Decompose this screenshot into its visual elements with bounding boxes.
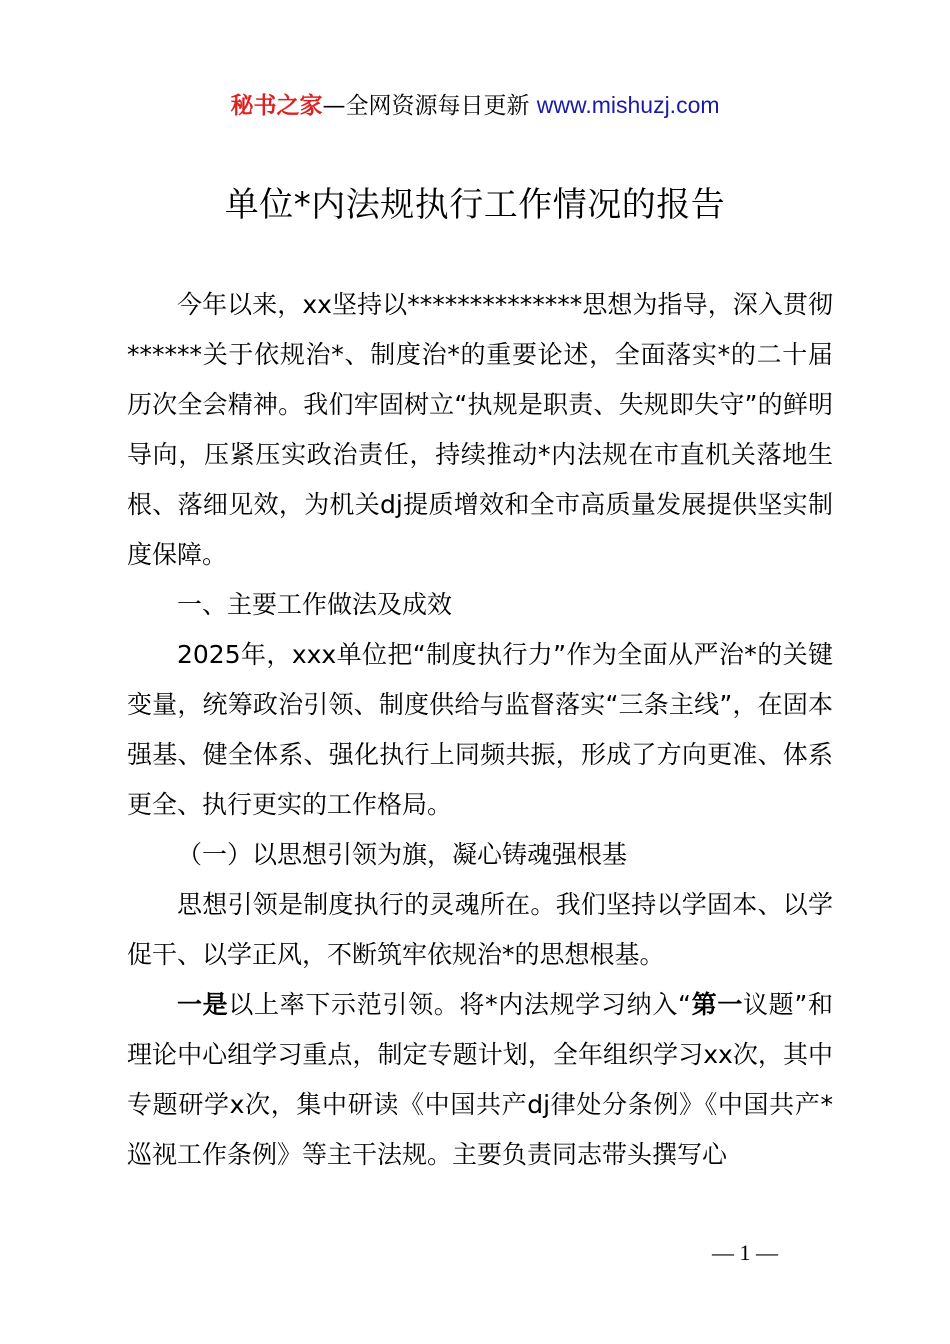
page-number: — 1 — <box>712 1240 778 1265</box>
document-body <box>127 280 833 1180</box>
brand-name: 秘书之家 <box>230 93 323 119</box>
subsection-heading: （一）以思想引领为旗，凝心铸魂强根基 <box>177 840 628 869</box>
intro-paragraph: 今年以来，xx坚持以**************思想为指导，深入贯彻******关于依规治*、制度治*的重要论述，全面落实*的二十届历次全会精神。我们牢固树立“执规是职责、失规即失守”的鲜明导向，压紧压实政治责任，持续推动*内法规在市直机关落地生根、落细见效，为机关dj提质增效和全市高质量发展提供坚实制度保障。 <box>127 290 833 569</box>
body-paragraph: 思想引领是制度执行的灵魂所在。我们坚持以学固本、以学促干、以学正风，不断筑牢依规治*的思想根基。 <box>127 890 833 969</box>
section-heading: 一、主要工作做法及成效 <box>177 590 453 619</box>
document-title: 单位*内法规执行工作情况的报告 <box>224 185 726 225</box>
header-slogan: —全网资源每日更新 <box>322 93 537 119</box>
emphasis-text: 第一 <box>690 990 743 1019</box>
site-url-link[interactable]: www.mishuzj.com <box>536 92 720 118</box>
point-text-a: 以上率下示范引领。将*内法规学习纳入“ <box>228 990 691 1019</box>
body-paragraph-first-point <box>127 980 833 1180</box>
body-paragraph: 2025年，xxx单位把“制度执行力”作为全面从严治*的关键变量，统筹政治引领、制度供给与监督落实“三条主线”，在固本强基、健全体系、强化执行上同频共振，形成了方向更准、体系更全、执行更实的工作格局。 <box>127 640 833 819</box>
site-header <box>0 88 950 123</box>
point-text-b: 议题”和理论中心组学习重点，制定专题计划，全年组织学习xx次，其中专题研学x次，集中研读《中国共产dj律处分条例》《中国共产*巡视工作条例》等主干法规。主要负责同志带头撰写心 <box>127 990 833 1169</box>
point-label: 一是 <box>177 990 229 1019</box>
